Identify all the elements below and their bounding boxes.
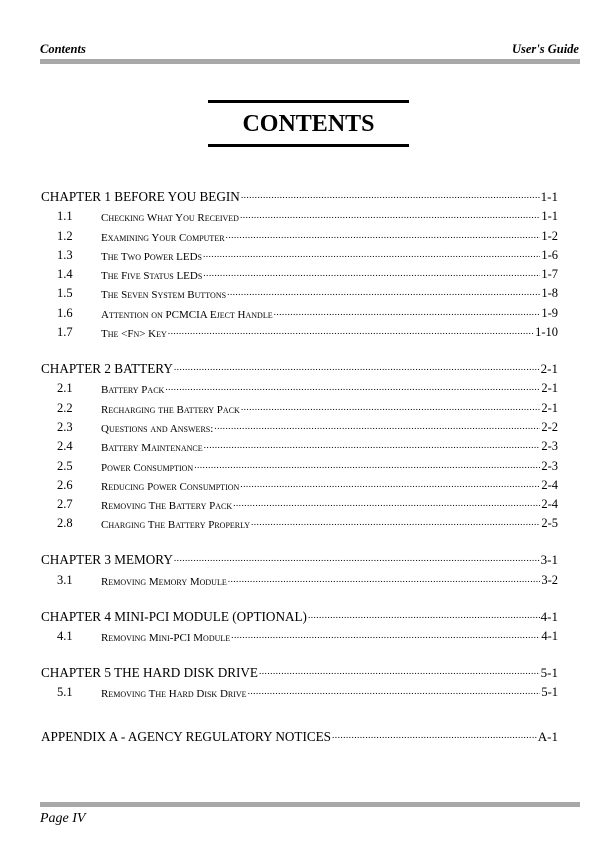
leader-dots <box>241 400 541 413</box>
toc-section-1-6[interactable] <box>41 301 558 320</box>
toc-section-1-4[interactable] <box>41 263 558 282</box>
leader-dots <box>174 549 540 565</box>
toc-entry-label: APPENDIX A - AGENCY REGULATORY NOTICES <box>41 729 332 745</box>
leader-dots <box>203 266 540 279</box>
leader-dots <box>214 419 540 432</box>
leader-dots <box>174 358 540 374</box>
toc-entry-page: 1-7 <box>541 267 558 282</box>
toc-section-4-1[interactable] <box>41 625 558 644</box>
leader-dots <box>248 684 541 697</box>
leader-dots <box>203 247 540 260</box>
toc-section-1-1[interactable] <box>41 205 558 224</box>
table-of-contents <box>41 186 558 745</box>
toc-entry-label: Removing The Battery Pack <box>101 500 233 513</box>
leader-dots <box>226 228 541 241</box>
toc-entry-label: The Five Status LEDs <box>101 270 203 283</box>
toc-entry-label: Checking What You Received <box>101 212 239 225</box>
toc-entry-label: CHAPTER 1 BEFORE YOU BEGIN <box>41 189 240 204</box>
toc-entry-page: 3-2 <box>541 572 558 587</box>
toc-entry-page: 2-4 <box>541 497 558 512</box>
toc-section-number: 2.2 <box>57 400 73 415</box>
toc-section-number: 1.4 <box>57 267 73 282</box>
leader-dots <box>168 324 534 337</box>
toc-entry-page: 2-3 <box>541 439 558 454</box>
toc-section-2-2[interactable] <box>41 396 558 415</box>
toc-section-2-8[interactable] <box>41 512 558 531</box>
toc-entry-label: Battery Maintenance <box>101 442 203 455</box>
toc-entry-label: Questions and Answers: <box>101 422 214 435</box>
toc-section-number: 4.1 <box>57 629 73 644</box>
header-rule <box>40 59 580 64</box>
toc-entry-label: CHAPTER 2 BATTERY <box>41 361 173 377</box>
toc-entry-page: 2-2 <box>541 419 558 434</box>
page-title: CONTENTS <box>242 111 375 137</box>
toc-entry-page: 2-4 <box>541 477 558 492</box>
toc-entry-label: CHAPTER 5 THE HARD DISK DRIVE <box>41 665 258 681</box>
toc-chapter-4[interactable] <box>41 606 558 625</box>
toc-entry-page: 1-8 <box>541 286 558 301</box>
toc-section-number: 1.7 <box>57 325 73 340</box>
toc-entry-page: 1-1 <box>540 189 558 204</box>
leader-dots <box>228 572 541 585</box>
toc-entry-page: 2-1 <box>540 361 558 377</box>
toc-entry-label: Recharging the Battery Pack <box>101 403 240 416</box>
toc-section-number: 1.2 <box>57 228 73 243</box>
footer-rule <box>40 802 580 807</box>
toc-chapter-5[interactable] <box>41 662 558 681</box>
leader-dots <box>194 458 540 471</box>
toc-section-2-1[interactable] <box>41 377 558 396</box>
contents-title-box <box>208 100 409 147</box>
toc-entry-page: 1-9 <box>541 305 558 320</box>
toc-entry-label: Charging The Battery Properly <box>101 519 250 532</box>
footer-page-number: Page IV <box>40 811 86 826</box>
toc-section-number: 3.1 <box>57 572 73 587</box>
toc-entry-label: Examining Your Computer <box>101 231 225 244</box>
toc-entry-label: Battery Pack <box>101 384 165 397</box>
toc-section-number: 2.5 <box>57 458 73 473</box>
toc-section-5-1[interactable] <box>41 681 558 700</box>
toc-entry-label: The <Fn> Key <box>101 328 167 341</box>
leader-dots <box>259 662 540 678</box>
toc-chapter-2[interactable] <box>41 358 558 377</box>
leader-dots <box>231 628 540 641</box>
toc-entry-page: 3-1 <box>540 552 558 568</box>
toc-entry-page: 4-1 <box>541 629 558 644</box>
toc-section-number: 1.3 <box>57 247 73 262</box>
leader-dots <box>332 726 537 742</box>
toc-section-number: 2.4 <box>57 439 73 454</box>
leader-dots <box>240 477 540 490</box>
toc-entry-label: The Seven System Buttons <box>101 289 227 302</box>
toc-section-number: 1.1 <box>57 209 73 224</box>
toc-entry-label: Removing Mini-PCI Module <box>101 632 231 645</box>
toc-entry-page: 2-1 <box>541 400 558 415</box>
toc-entry-page: 1-10 <box>535 325 558 340</box>
toc-entry-label: Removing The Hard Disk Drive <box>101 688 247 701</box>
toc-entry-page: 2-1 <box>541 381 558 396</box>
toc-section-2-7[interactable] <box>41 493 558 512</box>
toc-section-1-7[interactable] <box>41 321 558 340</box>
toc-entry-page: 1-1 <box>541 209 558 224</box>
toc-entry-label: CHAPTER 3 MEMORY <box>41 552 173 568</box>
leader-dots <box>251 515 540 528</box>
leader-dots <box>308 606 540 622</box>
toc-section-number: 1.6 <box>57 305 73 320</box>
toc-section-2-4[interactable] <box>41 435 558 454</box>
toc-section-2-5[interactable] <box>41 454 558 473</box>
toc-section-1-2[interactable] <box>41 224 558 243</box>
leader-dots <box>241 186 540 202</box>
header-right-title: User's Guide <box>511 42 579 56</box>
leader-dots <box>274 305 541 318</box>
toc-entry-page: 2-3 <box>541 458 558 473</box>
toc-entry-label: Removing Memory Module <box>101 575 227 588</box>
toc-section-2-3[interactable] <box>41 416 558 435</box>
toc-entry-page: 2-5 <box>541 516 558 531</box>
toc-section-number: 5.1 <box>57 685 73 700</box>
leader-dots <box>227 285 540 298</box>
leader-dots <box>204 438 541 451</box>
toc-entry-page: 4-1 <box>540 608 558 624</box>
toc-chapter-3[interactable] <box>41 549 558 568</box>
toc-section-number: 2.8 <box>57 516 73 531</box>
toc-entry-label: CHAPTER 4 MINI-PCI MODULE (OPTIONAL) <box>41 608 307 624</box>
toc-entry-page: 1-6 <box>541 247 558 262</box>
toc-entry-page: 1-2 <box>541 228 558 243</box>
toc-section-1-3[interactable] <box>41 244 558 263</box>
toc-section-number: 1.5 <box>57 286 73 301</box>
toc-section-2-6[interactable] <box>41 474 558 493</box>
leader-dots <box>240 208 540 221</box>
toc-entry-label: The Two Power LEDs <box>101 250 202 263</box>
toc-section-number: 2.1 <box>57 381 73 396</box>
toc-entry-page: A-1 <box>537 729 558 745</box>
header-left-title: Contents <box>40 42 86 56</box>
toc-section-number: 2.6 <box>57 477 73 492</box>
toc-section-number: 2.3 <box>57 419 73 434</box>
toc-section-1-5[interactable] <box>41 282 558 301</box>
toc-entry-page: 5-1 <box>541 685 558 700</box>
toc-section-number: 2.7 <box>57 497 73 512</box>
leader-dots <box>233 496 540 509</box>
toc-section-3-1[interactable] <box>41 568 558 587</box>
toc-entry-label: Reducing Power Consumption <box>101 480 240 493</box>
toc-appendix-a[interactable] <box>41 726 558 745</box>
toc-entry-page: 5-1 <box>540 665 558 681</box>
leader-dots <box>165 380 540 393</box>
toc-entry-label: Power Consumption <box>101 461 194 474</box>
toc-chapter-1[interactable] <box>41 186 558 205</box>
toc-entry-label: Attention on PCMCIA Eject Handle <box>101 308 273 321</box>
